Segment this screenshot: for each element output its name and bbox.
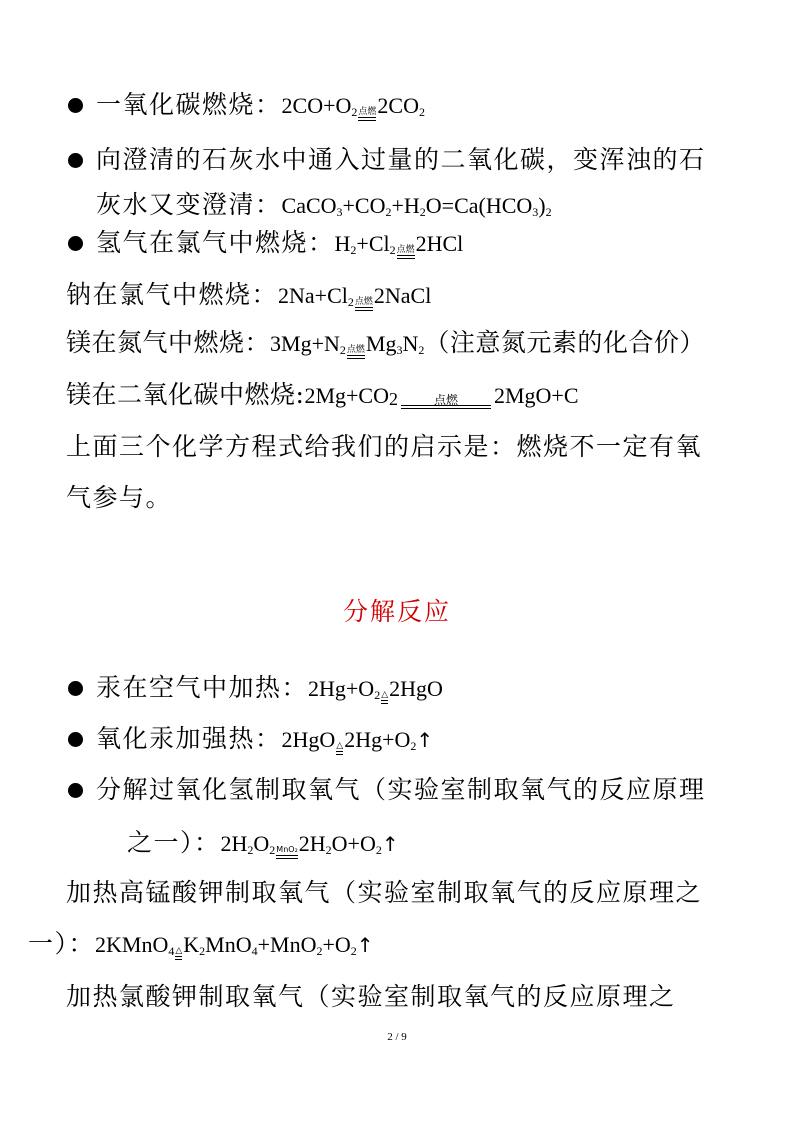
condition-mark: △ [335,740,344,755]
equation-co-combustion: 一氧化碳燃烧：$2CO+O_2$ 点燃 $2CO_2$ [66,88,764,123]
section-heading: 分解反应 [342,597,451,626]
page-number: 2 / 9 [387,1031,407,1043]
equation-h2-cl2: 氢气在氯气中燃烧：$H_2+Cl_2$ 点燃 2HCl [66,226,764,261]
kmno4-line-1: 加热高锰酸钾制取氧气（实验室制取氧气的反应原理之 [66,878,703,907]
equation-mg-n2: 镁在氮气中燃烧：$3Mg+N_2$ 点燃 $Mg_3N_2$（注意氮元素的化合价） [66,328,705,357]
equation-h2o2: 之一）：$2H_2O_2$ MnO₂ $2H_2O+O_2↑$ [127,828,399,857]
limewater-line-1: 向澄清的石灰水中通入过量的二氧化碳，变浑浊的石 [66,143,764,177]
condition-mark: 点燃 [400,394,492,409]
condition-mark: △ [174,945,183,960]
gas-arrow-icon: ↑ [416,728,434,752]
equation-na-cl2: 钠在氯气中燃烧：$2Na+Cl_2$ 点燃 2NaCl [66,280,432,309]
summary-line-1: 上面三个化学方程式给我们的启示是：燃烧不一定有氧 [66,432,703,461]
equation-mg-co2: 镁在二氧化碳中燃烧$:2Mg+CO_2$ 点燃 2MgO+C [66,380,579,409]
label: 一氧化碳燃烧： [96,90,282,119]
summary-line-2: 气参与。 [66,483,173,512]
gas-arrow-icon: ↑ [356,933,374,957]
limewater-line-2: 灰水又变澄清：$CaCO_3+CO_2+H_2O=Ca(HCO_3)_2$ [96,190,552,219]
equation-hg-o2: 汞在空气中加热：$2Hg+O_2$ △ 2HgO [66,671,764,706]
condition-mark: MnO₂ [275,844,298,859]
equation-hgo: 氧化汞加强热：2HgO △ $2Hg+O_2↑$ [66,722,764,757]
condition-mark: △ [380,689,389,704]
kclo3-line-1: 加热氯酸钾制取氧气（实验室制取氧气的反应原理之 [66,982,676,1011]
condition-mark: 点燃 [357,106,377,121]
equation-kmno4: 一）：2KMnO$_4$ △ $K_2MnO_4+MnO_2+O_2↑$ [28,929,374,958]
condition-mark: 点燃 [354,296,374,311]
gas-arrow-icon: ↑ [381,832,399,856]
h2o2-line-1: 分解过氧化氢制取氧气（实验室制取氧气的反应原理 [66,773,764,807]
condition-mark: 点燃 [346,344,366,359]
condition-mark: 点燃 [396,244,416,259]
